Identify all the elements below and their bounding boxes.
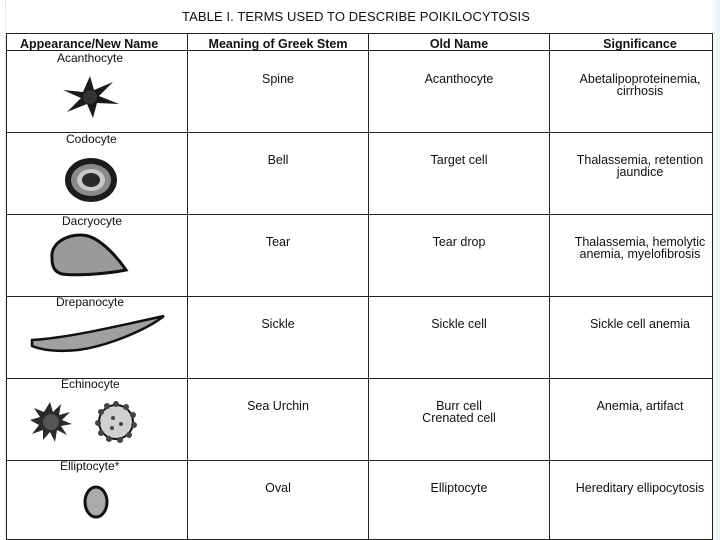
cell-greek: Oval (265, 481, 291, 495)
cell-greek: Sickle (261, 317, 295, 331)
cell-significance: Thalassemia, retention jaundice (576, 153, 704, 179)
header-old-name: Old Name (429, 37, 489, 51)
drepanocyte-cell-icon (28, 312, 168, 356)
codocyte-cell-icon (62, 155, 120, 205)
header-appearance: Appearance/New Name (20, 37, 159, 51)
table-title: TABLE I. TERMS USED TO DESCRIBE POIKILOCYTOSIS (182, 9, 530, 24)
cell-name: Elliptocyte* (60, 459, 120, 473)
header-greek-stem: Meaning of Greek Stem (208, 37, 348, 51)
cell-significance: Abetalipoproteinemia, cirrhosis (579, 72, 701, 98)
dacryocyte-cell-icon (46, 228, 130, 278)
cell-significance: Thalassemia, hemolytic anemia, myelofibrosis (574, 235, 706, 261)
cell-old-name: Elliptocyte (430, 481, 488, 495)
cell-old-name: Sickle cell (431, 317, 487, 331)
echinocyte-cell-icon (28, 398, 168, 446)
cell-greek: Spine (262, 72, 294, 86)
cell-significance: Anemia, artifact (596, 399, 684, 413)
cell-significance: Sickle cell anemia (589, 317, 691, 331)
cell-greek: Sea Urchin (247, 399, 309, 413)
cell-name: Codocyte (66, 132, 117, 146)
cell-old-name: Tear drop (432, 235, 486, 249)
cell-significance: Hereditary ellipocytosis (575, 481, 705, 495)
acanthocyte-cell-icon (55, 68, 125, 124)
cell-greek: Bell (267, 153, 289, 167)
elliptocyte-cell-icon (82, 484, 110, 520)
cell-old-name: Target cell (430, 153, 488, 167)
cell-name: Drepanocyte (56, 295, 125, 309)
cell-name: Dacryocyte (62, 214, 123, 228)
cell-name: Echinocyte (61, 377, 120, 391)
header-significance: Significance (603, 37, 677, 51)
cell-old-name: Acanthocyte (424, 72, 494, 86)
cell-name: Acanthocyte (57, 51, 124, 65)
cell-greek: Tear (265, 235, 291, 249)
cell-old-name: Burr cell Crenated cell (422, 399, 496, 425)
